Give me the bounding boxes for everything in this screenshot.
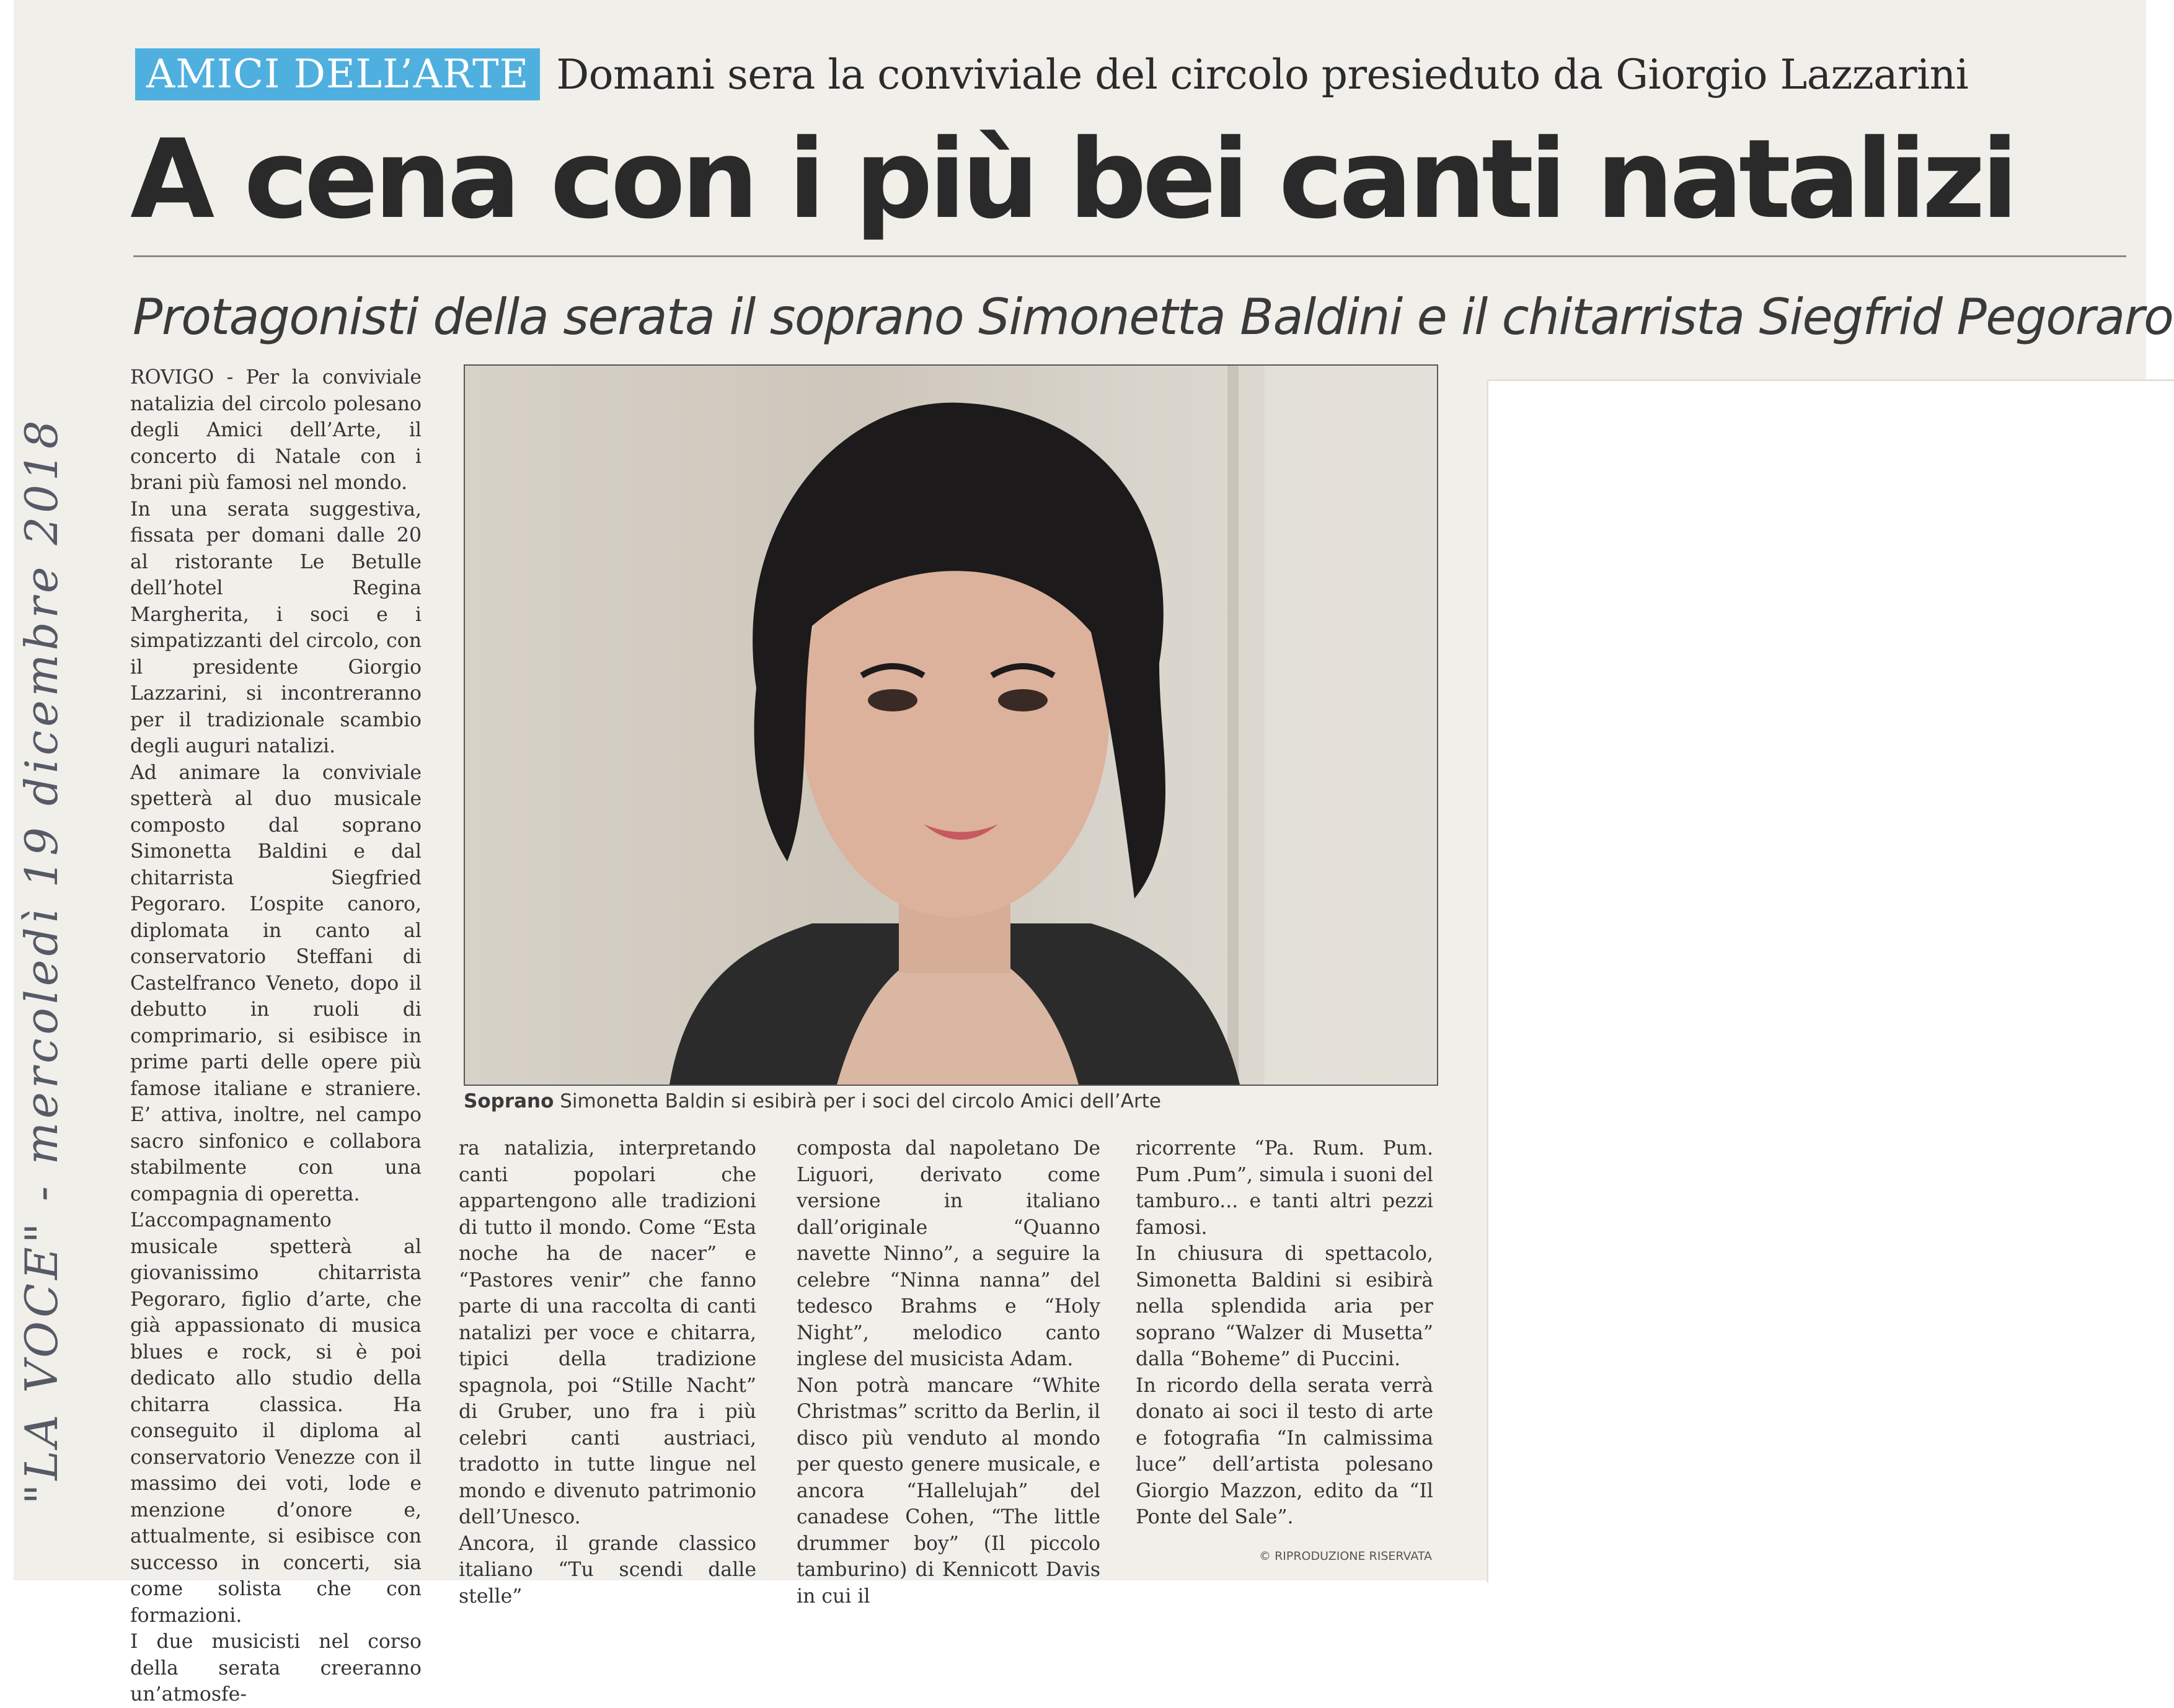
article-column-1: [130, 364, 422, 1706]
paragraph: Ad animare la conviviale spetterà al duo musicale composto dal soprano Simonetta Baldini e dal chitarrista Siegfried Pegoraro. L’ospite canoro, diplomata in canto al conservatorio Steffani di Castelfranco Veneto, dopo il debutto in ruoli di comprimario, si esibisce in prime parti delle opere più famose italiane e straniere. E’ attiva, inoltre, nel campo sacro sinfonico e collabora stabilmente con una compagnia di operetta.: [130, 761, 422, 1205]
paragraph: ra natalizia, interpretando canti popolari che appartengono alle tradizioni di tutto il mondo. Come “Esta noche ha de nacer” e “Pastores venir” che fanno parte di una raccolta di canti natalizi per voce e chitarra, tipici della tradizione spagnola, poi “Stille Nacht” di Gruber, uno fra i più celebri canti austriaci, tradotto in tutte lingue nel mondo e divenuto patrimonio dell’Unesco.: [459, 1137, 756, 1528]
soprano-photo: [464, 364, 1438, 1086]
handwritten-date-note: "LA VOCE" - mercoledì 19 dicembre 2018: [15, 416, 68, 1505]
subheadline: Protagonisti della serata il soprano Simonetta Baldini e il chitarrista Siegfrid Pegoraro: [133, 288, 2173, 346]
article-column-2: [459, 1135, 756, 1608]
paragraph: L’accompagnamento musicale spetterà al giovanissimo chitarrista Pegoraro, figlio d’arte, che già appassionato di musica blues e rock, si è poi dedicato allo studio della chitarra classica. Ha conseguito il diploma al conservatorio Venezze con il massimo dei voti, lode e menzione d’onore e, attualmente, si esibisce con successo in concerti, sia come solista che con formazioni.: [130, 1209, 422, 1627]
portrait-illustration: [465, 366, 1437, 1085]
blank-area: [1487, 379, 2174, 1582]
paragraph: ricorrente “Pa. Rum. Pum. Pum .Pum”, simula i suoni del tamburo... e tanti altri pezzi famosi.: [1136, 1137, 1433, 1239]
caption-label: Soprano: [464, 1090, 554, 1112]
paragraph: In chiusura di spettacolo, Simonetta Baldini si esibirà nella splendida aria per soprano “Walzer di Musetta” dalla “Boheme” di Puccini.: [1136, 1243, 1433, 1370]
paragraph: I due musicisti nel corso della serata creeranno un’atmosfe-: [130, 1631, 422, 1706]
section-kicker: AMICI DELL’ARTE: [135, 48, 540, 100]
paragraph: composta dal napoletano De Liguori, derivato come versione in italiano dall’originale “Quanno navette Ninno”, a seguire la celebre “Ninna nanna” del tedesco Brahms e “Holy Night”, melodico canto inglese del musicista Adam.: [797, 1137, 1100, 1370]
main-headline: A cena con i più bei canti natalizi: [130, 116, 2015, 243]
paragraph: In una serata suggestiva, fissata per domani dalle 20 al ristorante Le Betulle dell’hotel Regina Margherita, i soci e i simpatizzanti del circolo, con il presidente Giorgio Lazzarini, si incontreranno per il tradizionale scambio degli auguri natalizi.: [130, 498, 422, 757]
kicker-row: [135, 46, 2119, 103]
headline-rule: [133, 255, 2126, 257]
article-column-4: [1136, 1135, 1433, 1532]
kicker-headline: Domani sera la conviviale del circolo presieduto da Giorgio Lazzarini: [556, 50, 1969, 99]
copyright-notice: © RIPRODUZIONE RISERVATA: [1259, 1549, 1432, 1563]
paragraph: ROVIGO - Per la conviviale natalizia del circolo polesano degli Amici dell’Arte, il concerto di Natale con i brani più famosi nel mondo.: [130, 366, 422, 494]
paragraph: Ancora, il grande classico italiano “Tu scendi dalle stelle”: [459, 1532, 756, 1608]
photo-caption: [464, 1086, 1436, 1117]
paragraph: Non potrà mancare “White Christmas” scritto da Berlin, il disco più venduto al mondo per questo genere musicale, e ancora “Hallelujah” del canadese Cohen, “The little drummer boy” (Il piccolo tamburino) di Kennicott Davis in cui il: [797, 1374, 1100, 1608]
caption-text: Simonetta Baldin si esibirà per i soci del circolo Amici dell’Arte: [560, 1090, 1161, 1112]
article-column-3: [797, 1135, 1100, 1608]
paragraph: In ricordo della serata verrà donato ai soci il testo di arte e fotografia “In calmissima luce” dell’artista polesano Giorgio Mazzon, edito da “Il Ponte del Sale”.: [1136, 1374, 1433, 1528]
